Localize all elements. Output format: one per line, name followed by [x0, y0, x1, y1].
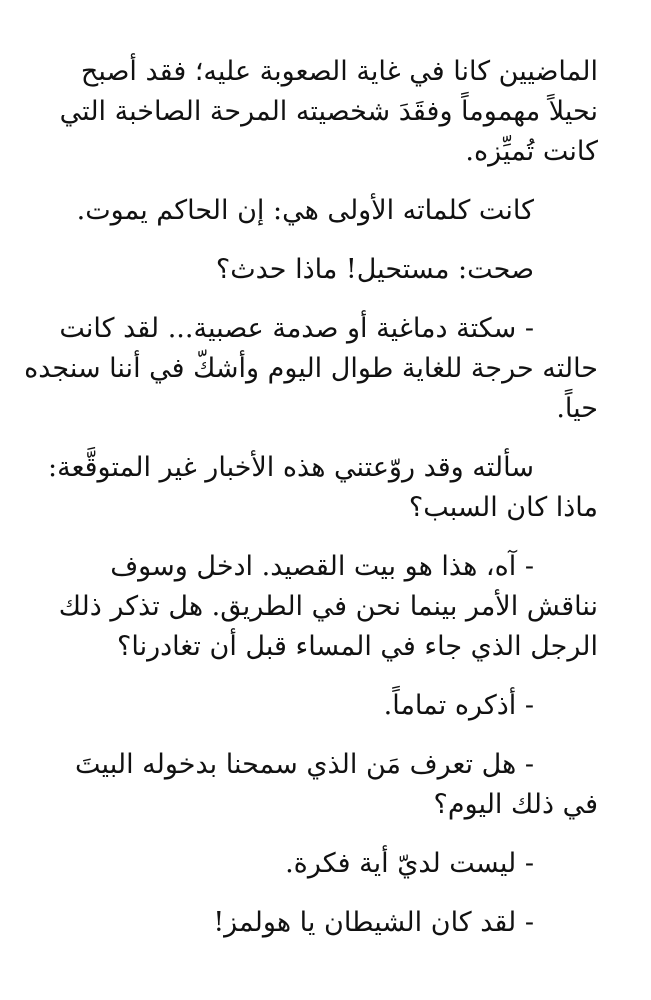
text-line: - لقد كان الشيطان يا هولمز!: [213, 907, 534, 938]
paragraph-8: [64, 745, 598, 825]
text-line: الرجل الذي جاء في المساء قبل أن تغادرنا؟: [117, 631, 598, 662]
paragraph-6: [58, 547, 598, 667]
text-line: ماذا كان السبب؟: [408, 492, 598, 523]
text-line: - أذكره تماماً.: [383, 690, 534, 721]
text-line: في ذلك اليوم؟: [433, 789, 598, 820]
text-line: نناقش الأمر بينما نحن في الطريق. هل تذكر ذلك: [58, 591, 598, 622]
text-line: سألته وقد روّعتني هذه الأخبار غير المتوقَّعة:: [48, 452, 534, 483]
text-line: - هل تعرف مَن الذي سمحنا بدخوله البيتَ: [75, 749, 534, 780]
text-line: - ليست لديّ أية فكرة.: [285, 848, 534, 879]
text-line: نحيلاً مهموماً وفقَدَ شخصيته المرحة الصاخبة التي: [59, 96, 598, 127]
text-line: حياً.: [556, 393, 598, 424]
paragraph-10: [64, 903, 598, 943]
text-line: كانت كلماته الأولى هي: إن الحاكم يموت.: [76, 195, 534, 226]
book-page: [24, 52, 598, 943]
paragraph-4: [24, 309, 598, 429]
paragraph-3: [64, 250, 598, 290]
paragraph-1: [59, 52, 598, 172]
text-line: حالته حرجة للغاية طوال اليوم وأشكّ في أننا سنجده: [24, 353, 598, 384]
paragraph-5: [48, 448, 598, 528]
paragraph-7: [64, 686, 598, 726]
text-line: صحت: مستحيل! ماذا حدث؟: [215, 254, 534, 285]
text-line: الماضيين كانا في غاية الصعوبة عليه؛ فقد أصبح: [80, 56, 598, 87]
text-line: كانت تُميِّزه.: [465, 136, 598, 167]
paragraph-2: [64, 191, 598, 231]
text-line: - آه، هذا هو بيت القصيد. ادخل وسوف: [110, 551, 534, 582]
text-line: - سكتة دماغية أو صدمة عصبية... لقد كانت: [59, 313, 534, 344]
paragraph-9: [64, 844, 598, 884]
